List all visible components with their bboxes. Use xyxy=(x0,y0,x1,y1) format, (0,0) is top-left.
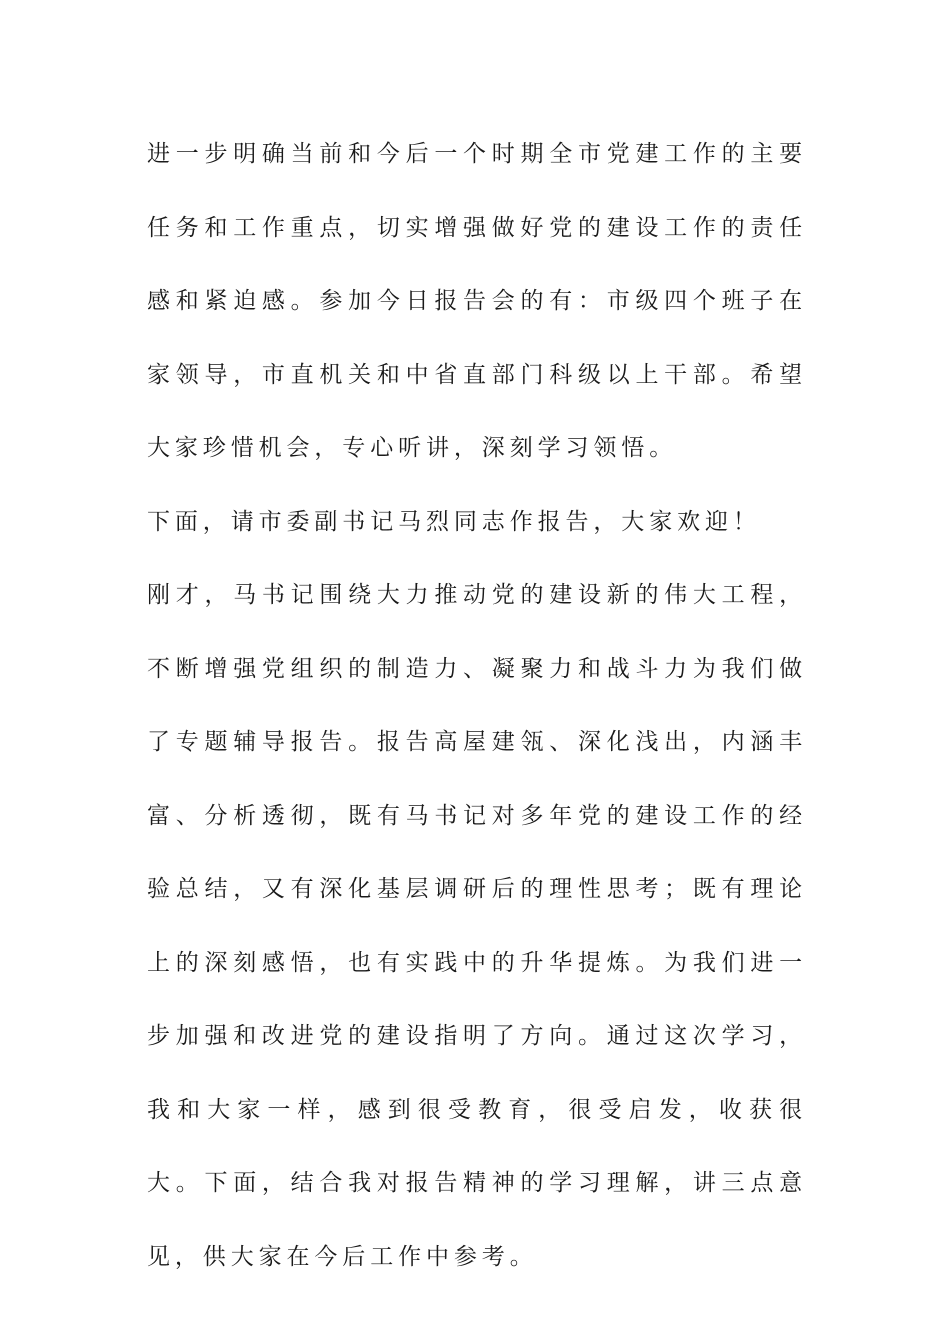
paragraph-summary: 刚才，马书记围绕大力推动党的建设新的伟大工程，不断增强党组织的制造力、凝聚力和战斗力为我们做了专题辅导报告。报告高屋建瓴、深化浅出，内涵丰富、分析透彻，既有马书记对多年党的建设工作的经验总结，又有深化基层调研后的理性思考；既有理论上的深刻感悟，也有实践中的升华提炼。为我们进一步加强和改进党的建设指明了方向。通过这次学习，我和大家一样，感到很受教育，很受启发，收获很大。下面，结合我对报告精神的学习理解，讲三点意见，供大家在今后工作中参考。 xyxy=(147,582,807,1270)
paragraph-invitation: 下面，请市委副书记马烈同志作报告，大家欢迎！ xyxy=(147,508,761,535)
paragraph-intro: 进一步明确当前和今后一个时期全市党建工作的主要任务和工作重点，切实增强做好党的建设工作的责任感和紧迫感。参加今日报告会的有：市级四个班子在家领导，市直机关和中省直部门科级以上干部。希望大家珍惜机会，专心听讲，深刻学习领悟。 xyxy=(147,141,807,461)
document-body xyxy=(147,118,807,1294)
